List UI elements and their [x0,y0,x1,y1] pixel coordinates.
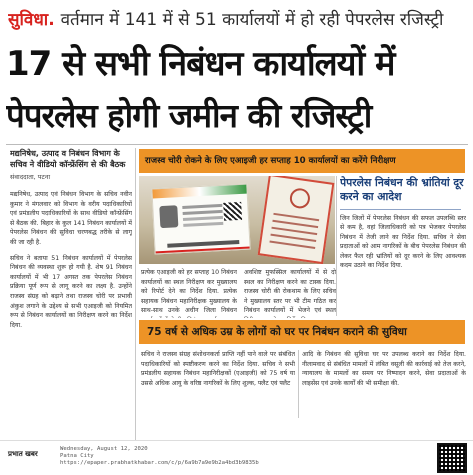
sidebar-box [340,176,466,318]
card-text-lines [182,204,222,209]
deed-lines [273,213,319,221]
mid-text-column-2: अवशिष्ट मुफस्सिल कार्यालयों में से दो स्थल का निरीक्षण करने का टास्क दिया. राजस्व चोरी की रोकथाम के लिए सचिव ने मुख्यालय स्तर पर भी टीम गठित कर निबंधन कार्यालयों में भेजने एवं स्थल [244,269,336,315]
qr-code-icon [437,443,467,473]
card-qr [223,202,242,221]
footer-url[interactable]: https://epaper.prabhatkhabar.com/c/p/6a9b7a9e9b2a4bd3b9835b [60,460,259,467]
kicker-highlight: सुविधा. [8,10,55,30]
kicker-text: वर्तमान में 141 में से 51 कार्यालयों में हो रही पेपरलेस रजिस्ट्री [60,10,444,30]
sidebar-separator [340,209,461,210]
sidebar-body: जिन जिलों में पेपरलेस निबंधन की सफल उपलब्धि स्तर से कम है, वहां जिलाधिकारी को पत्र भेजकर पेपरलेस निबंधन में तेजी लाने का निर्देश दिया. सचिव ने सेवा प्रदाताओं को आम नागरिकों के बीच पेपरलेस निबंधन की लेकर फैल रही भ्रांतियों को दूर करने के लिए आवश्यक कदम उठाने का निर्देश दिया. [340,215,466,270]
prabhat-khabar-logo: प्रभात खबर [8,450,38,458]
left-body [10,190,132,330]
column-divider [135,148,136,450]
headline-line-1: 17 से सभी निबंधन कार्यालयों में [6,44,395,84]
sidebar-heading: पेपरलेस निबंधन की भ्रांतियां दूर करने का आदेश [340,176,464,203]
lower-text-column-1: सचिव ने राजस्व संग्रह संशोधनकर्ता प्राप्ति नहीं पाने वाले पर संबंधित पदाधिकारियों को स्पष्टीकरण करने का निर्देश दिया. सचिव ने सभी प्रमंडलीय सहायक निबंधन महानिरीक्षकों (एआइजी) को 75 वर्ष या उससे अधिक आयु के वरिष्ठ नागरिकों के लिए शुल्क, फ्लैट एवं फ्लैट [141,351,295,387]
lower-text-column-2: आदि के निबंधन की सुविधा घर पर उपलब्ध कराने का निर्देश दिया. नीलामवाद से संबंधित मामलों में लंबित वसूली की कार्रवाई को तेज करने, न्यायालय के मामलों का समय पर निष्पादन करने, सेवा प्रदाताओं के लाइसेंस एवं उनके कार्यों की भी समीक्षा की. [302,351,466,387]
photo-aadhaar-and-deed [139,176,335,264]
dateline: संवाददाता, पटना [10,173,51,181]
left-deck: मद्यनिषेध, उत्पाद व निबंधन विभाग के सचिव ने वीडियो कॉन्फ्रेंसिंग से की बैठक [10,149,126,169]
footer-edition: Patna City [60,453,94,460]
footer-meta [60,446,259,468]
headline-line-2: पेपरलेस होगी जमीन की रजिस्ट्री [6,96,372,135]
lower-divider [298,350,299,418]
left-column [10,148,132,448]
footer-date: Wednesday, August 12, 2020 [60,446,148,452]
kicker-line [8,6,468,34]
left-paragraph-1: मद्यनिषेध, उत्पाद एवं निबंधन विभाग के सचिव नवीन कुमार ने मंगलवार को विभाग के वरीय पदाधिकारियों एवं प्रमंडलीय पदाधिकारियों के साथ वीडियो कॉन्फ्रेंसिंग से बैठक की. बिहार के कुल 141 निबंधन कार्यालयों में पेपरलेस निबंधन की सुविधा चरणबद्ध तरीके से लागू की जा रही है. [10,191,132,246]
sidebar-divider [336,176,337,316]
left-paragraph-2: सचिव ने बताया 51 निबंधन कार्यालयों में पेपरलेस निबंधन की व्यवस्था शुरू हो गयी है. शेष 91 निबंधन कार्यालयों में भी 17 अगस्त तक पेपरलेस निबंधन प्रक्रिया पूर्ण रूप से लागू करने का लक्ष्य है. उन्होंने राजस्व संग्रह को बढ़ाने तथा राजस्व चोरी पर प्रभावी अंकुश लगाने के उद्देश्य से सभी एआइजी को नियमित रूप से निबंधन कार्यालयों का निरीक्षण करने का निर्देश दिया. [10,254,132,329]
land-deed-image [258,176,335,264]
deed-emblem [289,187,312,210]
card-band [152,185,246,199]
card-photo [159,205,178,228]
headline-rule [6,144,468,145]
banner-inspection: राजस्व चोरी रोकने के लिए एआइजी हर सप्ताह 10 कार्यालयों का करेंगे निरीक्षण [139,149,465,173]
aadhaar-card-image [151,184,250,255]
mid-text-column-1: प्रत्येक एआइजी को हर सप्ताह 10 निबंधन कार्यालयों का स्थल निरीक्षण कर मुख्यालय को रिपोर्ट देने का निर्देश दिया. प्रत्येक सहायक निबंधन महानिरीक्षक मुख्यालय के साथ-साथ उनके अधीन जिला निबंधन [141,269,237,315]
banner-senior-citizens: 75 वर्ष से अधिक उम्र के लोगों को घर पर निबंधन कराने की सुविधा [139,320,465,344]
epaper-footer [0,440,473,475]
